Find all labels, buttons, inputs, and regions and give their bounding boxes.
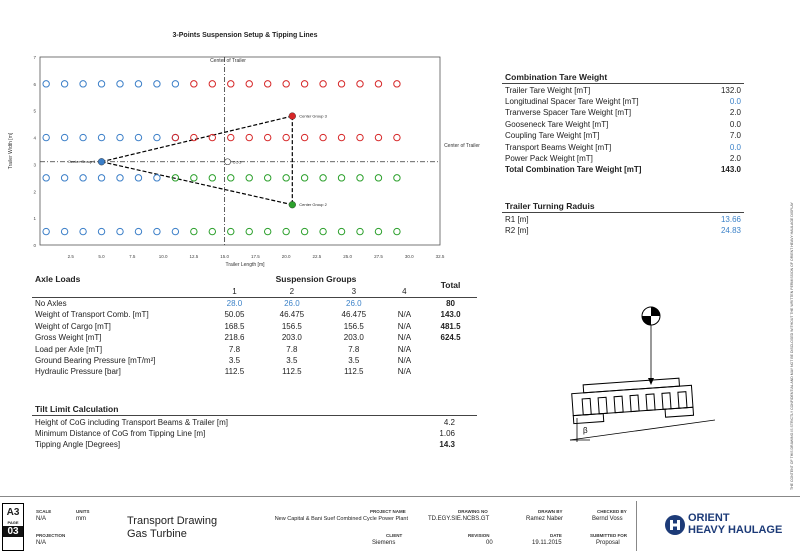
suspension-point	[228, 175, 234, 181]
project-label: PROJECT NAME	[370, 509, 406, 514]
x-tick-label: 32.5	[435, 254, 445, 259]
axle-row-value: 7.8	[228, 344, 241, 354]
axle-row-label: Weight of Cargo [mT]	[35, 321, 111, 331]
axle-row-total	[424, 355, 477, 366]
suspension-point	[320, 228, 326, 234]
suspension-point	[43, 81, 49, 87]
suspension-point	[98, 175, 104, 181]
tare-row-value: 2.0	[729, 153, 741, 163]
x-tick-label: 12.5	[189, 254, 199, 259]
submitted-for-label: SUBMITTED FOR	[590, 533, 627, 538]
suspension-point	[246, 228, 252, 234]
axle-row-total: 143.0	[440, 310, 461, 320]
turning-row-label: R1 [m]	[505, 214, 529, 224]
center-group-marker	[289, 201, 296, 208]
drawing-title-line2: Gas Turbine	[127, 528, 187, 540]
suspension-point	[283, 81, 289, 87]
suspension-point	[357, 228, 363, 234]
y-tick-label: 3	[33, 162, 36, 168]
axle-row-value: 28.0	[226, 298, 243, 308]
center-group-label: Center Group 1	[67, 159, 96, 165]
x-tick-label: 27.5	[374, 254, 383, 259]
tilt-row-value: 14.3	[439, 440, 455, 450]
axle-row	[32, 309, 477, 320]
suspension-point	[375, 228, 381, 234]
suspension-point	[301, 228, 307, 234]
revision-value: 00	[486, 540, 493, 546]
axle-row-value: 3.5	[348, 355, 360, 365]
tare-row-value: 132.0	[720, 85, 741, 95]
sheet-size-box	[2, 503, 24, 551]
x-tick-label: 22.5	[312, 254, 322, 259]
turning-row-value: 13.66	[720, 214, 741, 224]
tilt-row	[32, 428, 477, 439]
suspension-point	[172, 228, 178, 234]
axle-row-value: N/A	[397, 321, 412, 331]
tare-row	[502, 84, 744, 96]
suspension-point	[117, 228, 123, 234]
suspension-point	[246, 175, 252, 181]
suspension-group-col: 3	[323, 285, 385, 297]
tare-row-value: 0.0	[729, 142, 741, 152]
y-tick-label: 7	[33, 55, 36, 60]
suspension-point	[98, 134, 104, 140]
suspension-point	[338, 134, 344, 140]
tilt-row-label: Minimum Distance of CoG from Tipping Line [m]	[35, 428, 206, 438]
turning-row-value: 24.83	[720, 225, 741, 235]
turning-row	[502, 225, 744, 236]
cog-label: CCG	[232, 159, 242, 165]
confidential-note: THE CONTENT OF THIS DRAWING IS STRICTLY CONFIDENTIAL AND MAY NOT BE DISCLOSED WITHOUT THE WRITTEN PERMISSION OF ORIENT HEAVY HAULAGE DISPLAY	[790, 202, 794, 490]
center-group-label: Center Group 2	[299, 202, 327, 208]
x-tick-label: 7.5	[129, 254, 136, 259]
tare-row-value: 0.0	[729, 119, 741, 129]
projection-value: N/A	[36, 540, 47, 546]
x-tick-label: 25.0	[343, 254, 353, 259]
drawn-by-value: Ramez Naber	[526, 516, 564, 522]
suspension-point	[135, 81, 141, 87]
suspension-point	[43, 228, 49, 234]
suspension-point	[209, 81, 215, 87]
tare-title: Combination Tare Weight	[502, 72, 744, 84]
turning-row-label: R2 [m]	[505, 225, 529, 235]
suspension-point	[191, 175, 197, 181]
cog-arrow-head-icon	[648, 378, 654, 385]
checked-by-label: CHECKED BY	[597, 509, 627, 514]
axle-row-total	[424, 343, 477, 354]
drawing-title-line1: Transport Drawing	[127, 515, 218, 527]
suspension-point	[301, 81, 307, 87]
tare-row-value: 2.0	[729, 108, 741, 118]
client-value: Siemens	[372, 540, 396, 546]
x-tick-label: 17.5	[251, 254, 260, 259]
suspension-point	[394, 134, 400, 140]
suspension-point	[209, 228, 215, 234]
suspension-point	[320, 175, 326, 181]
tilt-row-value: 4.2	[443, 417, 455, 427]
suspension-point	[394, 81, 400, 87]
axle-row-label: Hydraulic Pressure [bar]	[35, 367, 121, 377]
tare-row	[502, 130, 744, 141]
axle-row-value: 112.5	[282, 367, 302, 377]
axle-row-value: 156.5	[281, 321, 302, 331]
axle-row-value: N/A	[397, 355, 412, 365]
logo-line1: ORIENT	[688, 512, 730, 524]
suspension-point	[98, 228, 104, 234]
suspension-point	[264, 175, 270, 181]
suspension-point	[154, 228, 160, 234]
date-value: 19.11.2015	[532, 540, 562, 546]
y-tick-label: 2	[33, 189, 36, 195]
page-number: 03	[3, 526, 23, 537]
suspension-point	[264, 134, 270, 140]
suspension-point	[98, 81, 104, 87]
suspension-point	[320, 81, 326, 87]
suspension-point	[264, 228, 270, 234]
suspension-point	[172, 81, 178, 87]
revision-label: REVISION	[468, 533, 490, 538]
turning-row	[502, 213, 744, 225]
suspension-point	[209, 134, 215, 140]
tipping-line	[102, 159, 293, 205]
tare-row-label: Coupling Tare Weight [mT]	[505, 131, 600, 141]
cog-marker	[225, 159, 231, 165]
tare-row-value: 7.0	[729, 131, 741, 141]
suspension-point	[264, 81, 270, 87]
y-tick-label: 0	[33, 243, 36, 248]
suspension-group-col: 4	[385, 285, 424, 297]
ground-line	[570, 420, 715, 440]
suspension-point	[191, 134, 197, 140]
tare-row-label: Transport Beams Weight [mT]	[505, 142, 612, 152]
turning-radius-table	[502, 201, 744, 236]
suspension-point	[283, 175, 289, 181]
axle-row-label: No Axles	[35, 298, 67, 308]
suspension-point	[154, 81, 160, 87]
suspension-point	[43, 175, 49, 181]
suspension-groups-header: Suspension Groups	[275, 274, 357, 285]
chart-title: 3-Points Suspension Setup & Tipping Lines	[172, 32, 318, 39]
projection-label: PROJECTION	[36, 533, 66, 538]
title-block	[0, 496, 800, 554]
tare-row	[502, 107, 744, 118]
suspension-point	[375, 175, 381, 181]
suspension-point	[357, 175, 363, 181]
axle-row	[32, 332, 477, 343]
suspension-point	[320, 134, 326, 140]
axle-row-value	[385, 297, 424, 309]
suspension-point	[80, 81, 86, 87]
axle-row-total	[424, 366, 477, 377]
axle-row	[32, 355, 477, 366]
suspension-point	[228, 134, 234, 140]
axle-row	[32, 366, 477, 377]
drawing-title	[127, 515, 217, 541]
axle-row-total: 80	[446, 298, 455, 308]
suspension-point	[135, 228, 141, 234]
tilt-title: Tilt Limit Calculation	[32, 404, 477, 416]
logo-line2: HEAVY HAULAGE	[688, 524, 783, 536]
client-label: CLIENT	[386, 533, 403, 538]
x-tick-label: 20.0	[281, 254, 291, 259]
axle-row-value: 3.5	[286, 355, 298, 365]
tilt-row	[32, 416, 477, 428]
suspension-point	[61, 175, 67, 181]
checked-by-value: Bernd Voss	[592, 516, 623, 522]
suspension-group-col: 1	[208, 285, 261, 297]
submitted-for-value: Proposal	[596, 540, 620, 546]
tare-row	[502, 141, 744, 152]
axle-row-value: N/A	[397, 344, 412, 354]
suspension-point	[43, 134, 49, 140]
axle-row-label: Weight of Transport Comb. [mT]	[35, 310, 149, 320]
axle-row-value: N/A	[397, 367, 412, 377]
cog-symbol-icon	[642, 307, 660, 325]
y-tick-label: 4	[33, 135, 36, 141]
center-of-trailer-top: Center of Trailer	[210, 58, 246, 64]
suspension-point	[191, 228, 197, 234]
y-tick-label: 5	[33, 108, 36, 114]
axle-row-label: Load per Axle [mT]	[35, 344, 103, 354]
tare-row-label: Gooseneck Tare Weight [mT]	[505, 119, 609, 129]
axle-row	[32, 321, 477, 332]
suspension-point	[61, 81, 67, 87]
suspension-point	[154, 175, 160, 181]
axle-row-value: N/A	[397, 333, 412, 343]
suspension-point	[61, 228, 67, 234]
axle-row-value: 3.5	[228, 355, 241, 365]
axle-row	[32, 297, 477, 309]
suspension-point	[246, 81, 252, 87]
axle-row-value: 203.0	[281, 333, 302, 343]
axle-row-total: 481.5	[440, 321, 461, 331]
tare-total-value: 143.0	[720, 165, 741, 175]
drawing-no-value: TD.EGY.SIE.NCBS.GT	[428, 516, 490, 522]
tilted-trailer-outline	[571, 377, 693, 423]
axle-title: Axle Loads	[35, 274, 81, 285]
suspension-point	[283, 228, 289, 234]
tare-row	[502, 153, 744, 164]
tilt-row-label: Tipping Angle [Degrees]	[35, 440, 121, 450]
center-group-label: Center Group 3	[299, 113, 327, 119]
center-group-marker	[289, 113, 296, 120]
chart-y-label: Trailer Width [m]	[8, 132, 14, 170]
suspension-point	[338, 81, 344, 87]
suspension-point	[191, 81, 197, 87]
project-value: New Capital & Bani Suef Combined Cycle Power Plant	[274, 516, 408, 522]
axle-row-value: 46.475	[341, 310, 367, 320]
axle-row-value: 50.05	[224, 310, 245, 320]
suspension-point	[172, 134, 178, 140]
suspension-point	[301, 134, 307, 140]
x-tick-label: 15.0	[220, 254, 229, 259]
suspension-point	[246, 134, 252, 140]
y-tick-label: 1	[33, 216, 36, 222]
suspension-point	[228, 81, 234, 87]
suspension-point	[209, 175, 215, 181]
turning-title: Trailer Turning Raduis	[502, 201, 744, 213]
axle-row-value: 7.8	[348, 344, 360, 354]
tare-row-value: 0.0	[729, 96, 741, 106]
axle-row-value: 156.5	[343, 321, 364, 331]
suspension-point	[338, 228, 344, 234]
axle-row-value: 218.6	[224, 333, 245, 343]
chart-plot-frame	[40, 57, 440, 245]
tare-row-label: Trailer Tare Weight [mT]	[505, 85, 591, 95]
tare-weight-table	[502, 72, 744, 176]
tilt-row-value: 1.06	[439, 428, 455, 438]
axle-row-value: 112.5	[344, 367, 364, 377]
axle-row	[32, 343, 477, 354]
scale-label: SCALE	[36, 509, 52, 514]
beta-symbol: β	[583, 426, 588, 435]
axle-row-value: 112.5	[224, 367, 245, 377]
company-logo-icon	[664, 514, 686, 536]
tare-row-label: Longitudinal Spacer Tare Weight [mT]	[505, 96, 639, 106]
suspension-point	[154, 134, 160, 140]
suspension-point	[394, 228, 400, 234]
suspension-point	[117, 175, 123, 181]
tare-row	[502, 119, 744, 130]
suspension-point	[357, 81, 363, 87]
suspension-point	[394, 175, 400, 181]
x-tick-label: 30.0	[404, 254, 414, 259]
units-label: UNITS	[76, 509, 90, 514]
axle-row-value: 7.8	[286, 344, 298, 354]
tare-row-label: Tranverse Spacer Tare Weight [mT]	[505, 108, 632, 118]
chart-x-label: Trailer Length [m]	[225, 262, 265, 268]
axle-row-value: 203.0	[343, 333, 364, 343]
tare-row-label: Power Pack Weight [mT]	[505, 153, 593, 163]
suspension-point	[228, 228, 234, 234]
tipping-diagram	[515, 290, 735, 450]
suspension-point	[80, 175, 86, 181]
suspension-point	[80, 134, 86, 140]
axle-row-value: 168.5	[224, 321, 245, 331]
tilt-row-label: Height of CoG including Transport Beams & Trailer [m]	[35, 417, 228, 427]
suspension-point	[301, 175, 307, 181]
date-label: DATE	[550, 533, 562, 538]
tilt-row	[32, 439, 477, 450]
suspension-chart	[0, 25, 480, 270]
tare-row	[502, 96, 744, 107]
x-tick-label: 10.0	[158, 254, 168, 259]
axle-row-value: 46.475	[279, 310, 305, 320]
axle-row-value: N/A	[397, 310, 412, 320]
x-tick-label: 5.0	[98, 254, 105, 259]
suspension-point	[135, 134, 141, 140]
suspension-point	[61, 134, 67, 140]
axle-total-header: Total	[440, 279, 461, 290]
suspension-point	[283, 134, 289, 140]
drawing-no-label: DRAWING NO	[458, 509, 488, 514]
axle-row-value: 26.0	[284, 298, 300, 308]
x-tick-label: 2.5	[67, 254, 74, 259]
suspension-point	[338, 175, 344, 181]
suspension-point	[135, 175, 141, 181]
axle-loads-table	[32, 274, 477, 378]
tare-total-label: Total Combination Tare Weight [mT]	[505, 165, 642, 175]
drawn-by-label: DRAWN BY	[538, 509, 563, 514]
center-of-trailer-right: Center of Trailer	[444, 143, 480, 149]
y-tick-label: 6	[33, 81, 36, 87]
suspension-point	[117, 134, 123, 140]
suspension-group-col: 2	[261, 285, 323, 297]
suspension-point	[375, 81, 381, 87]
units-value: mm	[76, 516, 86, 522]
scale-value: N/A	[36, 516, 47, 522]
center-group-marker	[98, 158, 105, 165]
axle-row-value: 26.0	[346, 298, 362, 308]
sheet-size: A3	[6, 507, 20, 518]
tilt-limit-table	[32, 404, 477, 451]
axle-row-label: Gross Weight [mT]	[35, 333, 102, 343]
suspension-point	[80, 228, 86, 234]
suspension-point	[375, 134, 381, 140]
suspension-point	[117, 81, 123, 87]
axle-row-total: 624.5	[440, 333, 461, 343]
page-label: PAGE	[7, 520, 19, 525]
suspension-point	[357, 134, 363, 140]
axle-row-label: Ground Bearing Pressure [mT/m²]	[35, 355, 156, 365]
